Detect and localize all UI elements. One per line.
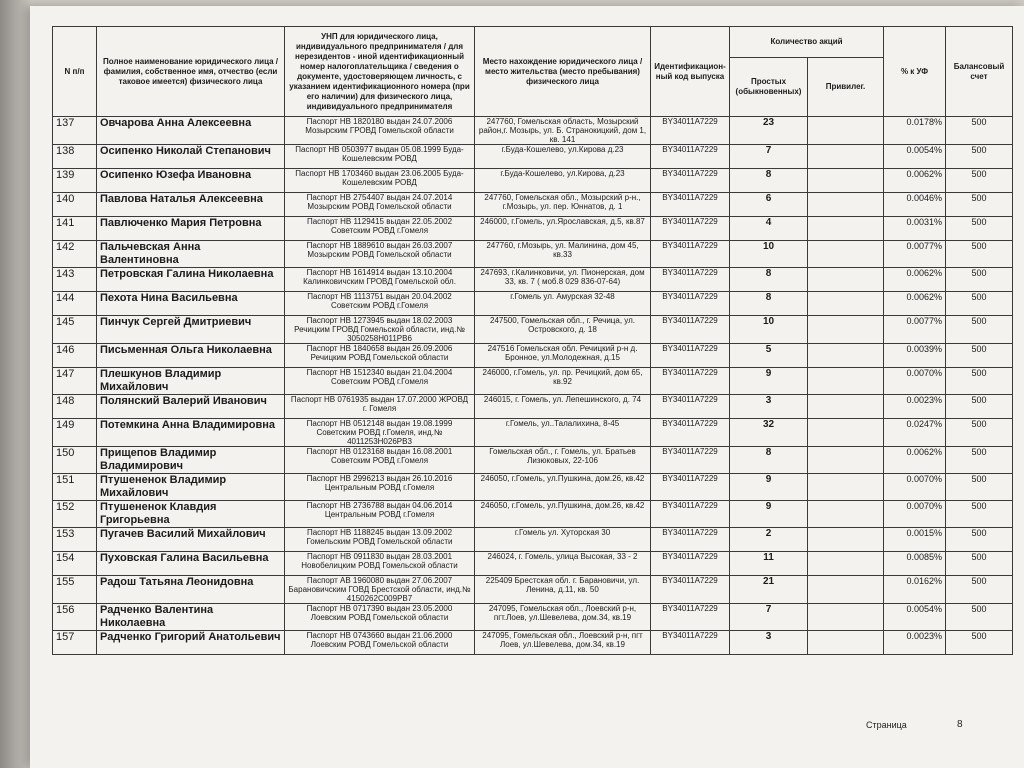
- row-number: 142: [53, 241, 97, 268]
- header-issue-code: Идентификацион-ный код выпуска: [651, 27, 730, 117]
- balance-account: 500: [946, 576, 1013, 604]
- address: г.Буда-Кошелево, ул.Кирова д.23: [475, 145, 651, 169]
- table-row: [53, 193, 1013, 217]
- header-name: Полное наименование юридического лица / фамилия, собственное имя, отчество (если таковое имеется) физического лица: [97, 27, 285, 117]
- preferred-shares: [808, 241, 884, 268]
- address: 247760, г.Мозырь, ул. Малинина, дом 45, кв.33: [475, 241, 651, 268]
- balance-account: 500: [946, 193, 1013, 217]
- simple-shares: 10: [730, 316, 808, 344]
- percent-of-capital: 0.0023%: [884, 395, 946, 419]
- holder-name: Плешкунов Владимир Михайлович: [97, 368, 285, 395]
- preferred-shares: [808, 501, 884, 528]
- issue-code: BY34011A7229: [651, 217, 730, 241]
- table-row: [53, 368, 1013, 395]
- address: 246000, г.Гомель, ул.Ярославская, д.5, кв.87: [475, 217, 651, 241]
- holder-name: Пинчук Сергей Дмитриевич: [97, 316, 285, 344]
- percent-of-capital: 0.0070%: [884, 368, 946, 395]
- address: Гомельская обл., г. Гомель, ул. Братьев Лизюковых, 22-106: [475, 447, 651, 474]
- percent-of-capital: 0.0062%: [884, 292, 946, 316]
- percent-of-capital: 0.0247%: [884, 419, 946, 447]
- balance-account: 500: [946, 344, 1013, 368]
- identity-document: Паспорт НВ 1188245 выдан 13.09.2002 Гомельским РОВД Гомельской области: [285, 528, 475, 552]
- percent-of-capital: 0.0046%: [884, 193, 946, 217]
- balance-account: 500: [946, 368, 1013, 395]
- identity-document: Паспорт НВ 1820180 выдан 24.07.2006 Мозырским ГРОВД Гомельской области: [285, 117, 475, 145]
- row-number: 139: [53, 169, 97, 193]
- header-account: Балансовый счет: [946, 27, 1013, 117]
- row-number: 154: [53, 552, 97, 576]
- table-row: [53, 241, 1013, 268]
- balance-account: 500: [946, 292, 1013, 316]
- percent-of-capital: 0.0023%: [884, 631, 946, 655]
- address: г.Гомель ул. Амурская 32-48: [475, 292, 651, 316]
- address: 225409 Брестская обл. г. Барановичи, ул. Ленина, д.11, кв. 50: [475, 576, 651, 604]
- table-row: [53, 395, 1013, 419]
- balance-account: 500: [946, 552, 1013, 576]
- table-row: [53, 145, 1013, 169]
- holder-name: Пальчевская Анна Валентиновна: [97, 241, 285, 268]
- balance-account: 500: [946, 395, 1013, 419]
- table-row: [53, 576, 1013, 604]
- preferred-shares: [808, 528, 884, 552]
- table-row: [53, 292, 1013, 316]
- identity-document: Паспорт НВ 2736788 выдан 04.06.2014 Центральным РОВД г.Гомеля: [285, 501, 475, 528]
- header-shares: Количество акций: [730, 27, 884, 58]
- table-body: [53, 117, 1013, 655]
- simple-shares: 3: [730, 631, 808, 655]
- holder-name: Пугачев Василий Михайлович: [97, 528, 285, 552]
- percent-of-capital: 0.0077%: [884, 241, 946, 268]
- identity-document: Паспорт НВ 0911830 выдан 28.03.2001 Новобелицким РОВД Гомельской области: [285, 552, 475, 576]
- identity-document: Паспорт НВ 0503977 выдан 05.08.1999 Буда-Кошелевским РОВД: [285, 145, 475, 169]
- row-number: 149: [53, 419, 97, 447]
- simple-shares: 21: [730, 576, 808, 604]
- row-number: 138: [53, 145, 97, 169]
- balance-account: 500: [946, 501, 1013, 528]
- percent-of-capital: 0.0062%: [884, 169, 946, 193]
- row-number: 155: [53, 576, 97, 604]
- percent-of-capital: 0.0039%: [884, 344, 946, 368]
- issue-code: BY34011A7229: [651, 316, 730, 344]
- issue-code: BY34011A7229: [651, 241, 730, 268]
- identity-document: Паспорт НВ 0743660 выдан 21.06.2000 Лоевским РОВД Гомельской области: [285, 631, 475, 655]
- simple-shares: 11: [730, 552, 808, 576]
- header-preferred-shares: Привилег.: [808, 58, 884, 117]
- preferred-shares: [808, 576, 884, 604]
- simple-shares: 2: [730, 528, 808, 552]
- percent-of-capital: 0.0054%: [884, 145, 946, 169]
- issue-code: BY34011A7229: [651, 395, 730, 419]
- percent-of-capital: 0.0062%: [884, 268, 946, 292]
- simple-shares: 9: [730, 368, 808, 395]
- identity-document: Паспорт НВ 1512340 выдан 21.04.2004 Советским РОВД г.Гомеля: [285, 368, 475, 395]
- address: г.Буда-Кошелево, ул.Кирова, д.23: [475, 169, 651, 193]
- row-number: 140: [53, 193, 97, 217]
- identity-document: Паспорт АВ 1960080 выдан 27.06.2007 Барановичским ГОВД Брестской области, инд.№ 4150262C009PB7: [285, 576, 475, 604]
- simple-shares: 8: [730, 292, 808, 316]
- issue-code: BY34011A7229: [651, 193, 730, 217]
- address: 246000, г.Гомель, ул. пр. Речицкий, дом 65, кв.92: [475, 368, 651, 395]
- holder-name: Письменная Ольга Николаевна: [97, 344, 285, 368]
- preferred-shares: [808, 631, 884, 655]
- issue-code: BY34011A7229: [651, 528, 730, 552]
- header-address: Место нахождение юридического лица / место жительства (место пребывания) физического лица: [475, 27, 651, 117]
- percent-of-capital: 0.0162%: [884, 576, 946, 604]
- binding-edge: [0, 0, 30, 768]
- table-row: [53, 169, 1013, 193]
- holder-name: Осипенко Юзефа Ивановна: [97, 169, 285, 193]
- issue-code: BY34011A7229: [651, 344, 730, 368]
- balance-account: 500: [946, 217, 1013, 241]
- address: 246015, г. Гомель, ул. Лепешинского, д. 74: [475, 395, 651, 419]
- simple-shares: 7: [730, 145, 808, 169]
- address: 247500, Гомельская обл., г. Речица, ул. Островского, д. 18: [475, 316, 651, 344]
- identity-document: Паспорт НВ 1113751 выдан 20.04.2002 Советским РОВД г.Гомеля: [285, 292, 475, 316]
- percent-of-capital: 0.0062%: [884, 447, 946, 474]
- percent-of-capital: 0.0070%: [884, 501, 946, 528]
- table-row: [53, 117, 1013, 145]
- address: г.Гомель ул. Хуторская 30: [475, 528, 651, 552]
- address: 246024, г. Гомель, улица Высокая, 33 - 2: [475, 552, 651, 576]
- balance-account: 500: [946, 604, 1013, 631]
- simple-shares: 4: [730, 217, 808, 241]
- issue-code: BY34011A7229: [651, 501, 730, 528]
- preferred-shares: [808, 474, 884, 501]
- holder-name: Пуховская Галина Васильевна: [97, 552, 285, 576]
- holder-name: Радош Татьяна Леонидовна: [97, 576, 285, 604]
- page-label: Страница: [866, 720, 907, 730]
- identity-document: Паспорт НВ 1273945 выдан 18.02.2003 Речицким ГРОВД Гомельской области, инд.№ 3050258H011PB6: [285, 316, 475, 344]
- balance-account: 500: [946, 145, 1013, 169]
- balance-account: 500: [946, 631, 1013, 655]
- document-page: [30, 6, 1024, 768]
- row-number: 153: [53, 528, 97, 552]
- balance-account: 500: [946, 117, 1013, 145]
- percent-of-capital: 0.0077%: [884, 316, 946, 344]
- simple-shares: 7: [730, 604, 808, 631]
- holder-name: Полянский Валерий Иванович: [97, 395, 285, 419]
- balance-account: 500: [946, 447, 1013, 474]
- table-header-row: [53, 27, 1013, 58]
- holder-name: Петровская Галина Николаевна: [97, 268, 285, 292]
- simple-shares: 9: [730, 474, 808, 501]
- simple-shares: 9: [730, 501, 808, 528]
- address: 246050, г.Гомель, ул.Пушкина, дом.26, кв.42: [475, 501, 651, 528]
- header-simple-shares: Простых (обыкновенных): [730, 58, 808, 117]
- holder-name: Овчарова Анна Алексеевна: [97, 117, 285, 145]
- identity-document: Паспорт НВ 0717390 выдан 23.05.2000 Лоевским РОВД Гомельской области: [285, 604, 475, 631]
- balance-account: 500: [946, 169, 1013, 193]
- row-number: 156: [53, 604, 97, 631]
- preferred-shares: [808, 604, 884, 631]
- identity-document: Паспорт НВ 1703460 выдан 23.06.2005 Буда-Кошелевским РОВД: [285, 169, 475, 193]
- holder-name: Птушененок Клавдия Григорьевна: [97, 501, 285, 528]
- row-number: 148: [53, 395, 97, 419]
- simple-shares: 8: [730, 447, 808, 474]
- preferred-shares: [808, 292, 884, 316]
- holder-name: Потемкина Анна Владимировна: [97, 419, 285, 447]
- preferred-shares: [808, 344, 884, 368]
- table-row: [53, 474, 1013, 501]
- table-row: [53, 604, 1013, 631]
- header-percent: % к УФ: [884, 27, 946, 117]
- balance-account: 500: [946, 316, 1013, 344]
- issue-code: BY34011A7229: [651, 631, 730, 655]
- header-num: N п/п: [53, 27, 97, 117]
- table-row: [53, 528, 1013, 552]
- row-number: 144: [53, 292, 97, 316]
- preferred-shares: [808, 419, 884, 447]
- holder-name: Осипенко Николай Степанович: [97, 145, 285, 169]
- percent-of-capital: 0.0085%: [884, 552, 946, 576]
- identity-document: Паспорт НВ 2996213 выдан 26.10.2016 Центральным РОВД г.Гомеля: [285, 474, 475, 501]
- row-number: 137: [53, 117, 97, 145]
- balance-account: 500: [946, 241, 1013, 268]
- table-row: [53, 631, 1013, 655]
- balance-account: 500: [946, 268, 1013, 292]
- issue-code: BY34011A7229: [651, 145, 730, 169]
- preferred-shares: [808, 268, 884, 292]
- row-number: 143: [53, 268, 97, 292]
- table-row: [53, 447, 1013, 474]
- simple-shares: 6: [730, 193, 808, 217]
- table-row: [53, 217, 1013, 241]
- issue-code: BY34011A7229: [651, 552, 730, 576]
- row-number: 151: [53, 474, 97, 501]
- preferred-shares: [808, 145, 884, 169]
- identity-document: Паспорт НВ 0123168 выдан 16.08.2001 Советским РОВД г.Гомеля: [285, 447, 475, 474]
- percent-of-capital: 0.0070%: [884, 474, 946, 501]
- address: 246050, г.Гомель, ул.Пушкина, дом.26, кв.42: [475, 474, 651, 501]
- address: г.Гомель, ул..Талалихина, 8-45: [475, 419, 651, 447]
- issue-code: BY34011A7229: [651, 474, 730, 501]
- table-row: [53, 501, 1013, 528]
- shareholder-register-table: [52, 26, 1013, 655]
- issue-code: BY34011A7229: [651, 368, 730, 395]
- percent-of-capital: 0.0031%: [884, 217, 946, 241]
- row-number: 157: [53, 631, 97, 655]
- table-row: [53, 316, 1013, 344]
- simple-shares: 3: [730, 395, 808, 419]
- holder-name: Павлюченко Мария Петровна: [97, 217, 285, 241]
- row-number: 141: [53, 217, 97, 241]
- simple-shares: 10: [730, 241, 808, 268]
- preferred-shares: [808, 217, 884, 241]
- holder-name: Пехота Нина Васильевна: [97, 292, 285, 316]
- issue-code: BY34011A7229: [651, 419, 730, 447]
- identity-document: Паспорт НВ 1129415 выдан 22.05.2002 Советским РОВД г.Гомеля: [285, 217, 475, 241]
- identity-document: Паспорт НВ 0761935 выдан 17.07.2000 ЖРОВД г. Гомеля: [285, 395, 475, 419]
- preferred-shares: [808, 447, 884, 474]
- simple-shares: 23: [730, 117, 808, 145]
- balance-account: 500: [946, 419, 1013, 447]
- simple-shares: 5: [730, 344, 808, 368]
- holder-name: Птушененок Владимир Михайлович: [97, 474, 285, 501]
- address: 247760, Гомельская обл., Мозырский р-н., г.Мозырь, ул. пер. Юннатов, д. 1: [475, 193, 651, 217]
- holder-name: Радченко Валентина Николаевна: [97, 604, 285, 631]
- preferred-shares: [808, 193, 884, 217]
- simple-shares: 32: [730, 419, 808, 447]
- address: 247095, Гомельская обл., Лоевский р-н, пгт Лоев, ул.Шевелева, дом.34, кв.19: [475, 631, 651, 655]
- preferred-shares: [808, 552, 884, 576]
- issue-code: BY34011A7229: [651, 604, 730, 631]
- balance-account: 500: [946, 474, 1013, 501]
- identity-document: Паспорт НВ 1840658 выдан 26.09.2006 Речицким РОВД Гомельской области: [285, 344, 475, 368]
- simple-shares: 8: [730, 268, 808, 292]
- identity-document: Паспорт НВ 0512148 выдан 19.08.1999 Советским РОВД г.Гомеля, инд.№ 4011253H026PB3: [285, 419, 475, 447]
- table-row: [53, 344, 1013, 368]
- preferred-shares: [808, 395, 884, 419]
- row-number: 147: [53, 368, 97, 395]
- preferred-shares: [808, 316, 884, 344]
- identity-document: Паспорт НВ 2754407 выдан 24.07.2014 Мозырским РОВД Гомельской области: [285, 193, 475, 217]
- row-number: 146: [53, 344, 97, 368]
- table-row: [53, 419, 1013, 447]
- holder-name: Радченко Григорий Анатольевич: [97, 631, 285, 655]
- simple-shares: 8: [730, 169, 808, 193]
- percent-of-capital: 0.0015%: [884, 528, 946, 552]
- preferred-shares: [808, 117, 884, 145]
- identity-document: Паспорт НВ 1889610 выдан 26.03.2007 Мозырским РОВД Гомельской области: [285, 241, 475, 268]
- balance-account: 500: [946, 528, 1013, 552]
- address: 247095, Гомельская обл., Лоевский р-н, пгт.Лоев, ул.Шевелева, дом.34, кв.19: [475, 604, 651, 631]
- holder-name: Павлова Наталья Алексеевна: [97, 193, 285, 217]
- address: 247693, г.Калинковичи, ул. Пионерская, дом 33, кв. 7 ( моб.8 029 836-07-64): [475, 268, 651, 292]
- row-number: 152: [53, 501, 97, 528]
- row-number: 145: [53, 316, 97, 344]
- percent-of-capital: 0.0178%: [884, 117, 946, 145]
- issue-code: BY34011A7229: [651, 576, 730, 604]
- table-row: [53, 552, 1013, 576]
- table-row: [53, 268, 1013, 292]
- issue-code: BY34011A7229: [651, 292, 730, 316]
- issue-code: BY34011A7229: [651, 169, 730, 193]
- address: 247760, Гомельская область, Мозырский район,г. Мозырь, ул. Б. Странокицкий, дом 1, кв. 141: [475, 117, 651, 145]
- identity-document: Паспорт НВ 1614914 выдан 13.10.2004 Калинковичским ГРОВД Гомельской обл.: [285, 268, 475, 292]
- issue-code: BY34011A7229: [651, 268, 730, 292]
- holder-name: Прищепов Владимир Владимирович: [97, 447, 285, 474]
- preferred-shares: [808, 368, 884, 395]
- header-document: УНП для юридического лица, индивидуального предпринимателя / для нерезидентов - иной идентификационный номер налогоплательщика / сведения о документе, удостоверяющем личность, с указанием идентификационного номера (при его наличии) для физического лица, индивидуального предпринимателя: [285, 27, 475, 117]
- percent-of-capital: 0.0054%: [884, 604, 946, 631]
- page-number: 8: [957, 719, 963, 730]
- issue-code: BY34011A7229: [651, 447, 730, 474]
- issue-code: BY34011A7229: [651, 117, 730, 145]
- address: 247516 Гомельская обл. Речицкий р-н д. Бронное, ул.Молодежная, д.15: [475, 344, 651, 368]
- preferred-shares: [808, 169, 884, 193]
- row-number: 150: [53, 447, 97, 474]
